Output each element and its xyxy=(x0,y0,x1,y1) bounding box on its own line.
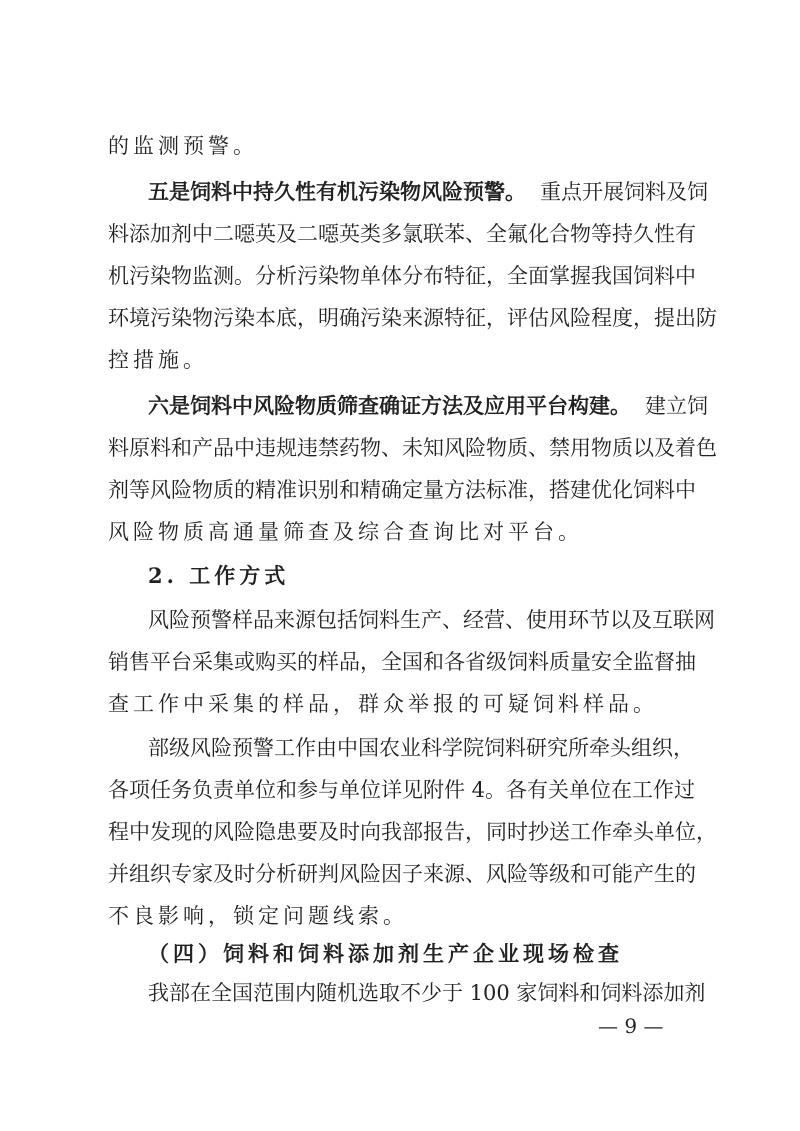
text-line-content: 重点开展饲料及饲 xyxy=(540,180,708,204)
text-line-content: 控措施。 xyxy=(108,348,208,372)
text-line-content: 料原料和产品中违规违禁药物、未知风险物质、禁用物质以及着色 xyxy=(108,436,717,460)
text-line-content: 的监测预警。 xyxy=(108,134,258,158)
text-line xyxy=(108,517,708,547)
text-line-content: 并组织专家及时分析研判风险因子来源、风险等级和可能产生的 xyxy=(108,862,696,886)
paragraph-line xyxy=(148,177,708,207)
text-line xyxy=(108,475,708,505)
text-line xyxy=(108,859,708,889)
bold-lead-in: 六是饲料中风险物质筛查确证方法及应用平台构建。 xyxy=(148,393,631,418)
text-line xyxy=(108,901,708,931)
text-line-content: 建立饲 xyxy=(645,394,708,418)
bold-lead-in: 五是饲料中持久性有机污染物风险预警。 xyxy=(148,179,526,204)
text-line-content: 各项任务负责单位和参与单位详见附件 4。各有关单位在工作过 xyxy=(108,778,696,802)
text-line-content: 销售平台采集或购买的样品，全国和各省级饲料质量安全监督抽 xyxy=(108,650,696,674)
text-line-content: 风险物质高通量筛查及综合查询比对平台。 xyxy=(108,520,583,544)
text-line xyxy=(108,219,708,249)
text-line xyxy=(108,817,717,847)
page-number: — 9 — xyxy=(598,1014,664,1038)
text-line-content: 我部在全国范围内随机选取不少于 100 家饲料和饲料添加剂 xyxy=(148,981,706,1005)
text-line xyxy=(108,303,717,333)
text-line-content: 查工作中采集的样品，群众举报的可疑饲料样品。 xyxy=(108,692,658,716)
text-line xyxy=(148,605,715,635)
text-line-content: 环境污染物污染本底，明确污染来源特征，评估风险程度，提出防 xyxy=(108,306,717,330)
text-line-content: 程中发现的风险隐患要及时向我部报告，同时抄送工作牵头单位， xyxy=(108,820,717,844)
text-line xyxy=(108,433,717,463)
text-line xyxy=(108,345,708,375)
text-line xyxy=(108,775,708,805)
section-heading: 2. 工作方式 xyxy=(148,563,290,588)
text-line xyxy=(108,647,708,677)
text-line-content: 机污染物监测。分析污染物单体分布特征，全面掌握我国饲料中 xyxy=(108,264,696,288)
text-line xyxy=(148,733,708,763)
text-line xyxy=(148,978,708,1008)
text-line-content: 剂等风险物质的精准识别和精确定量方法标准，搭建优化饲料中 xyxy=(108,478,696,502)
text-line xyxy=(108,131,708,161)
text-line-content: 风险预警样品来源包括饲料生产、经营、使用环节以及互联网 xyxy=(148,608,715,632)
section-heading: （四）饲料和饲料添加剂生产企业现场检查 xyxy=(148,941,623,966)
paragraph-line xyxy=(148,391,708,421)
text-line-content: 不良影响，锁定问题线索。 xyxy=(108,904,408,928)
text-line-content: 部级风险预警工作由中国农业科学院饲料研究所牵头组织， xyxy=(148,736,694,760)
text-line xyxy=(108,261,708,291)
text-line-content: 料添加剂中二噁英及二噁英类多氯联苯、全氟化合物等持久性有 xyxy=(108,222,696,246)
text-line xyxy=(108,689,708,719)
